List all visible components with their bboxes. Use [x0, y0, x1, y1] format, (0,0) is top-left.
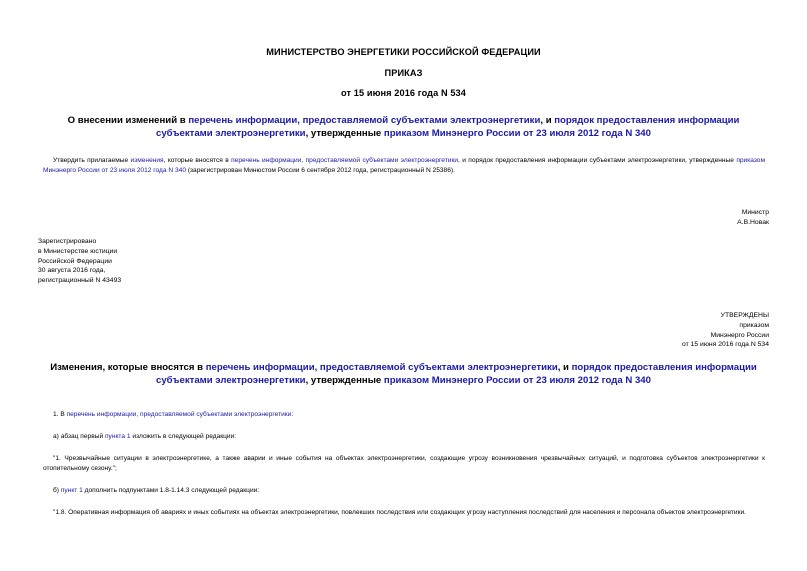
title-link-list[interactable]: перечень информации, предоставляемой субъектами электроэнергетики	[188, 115, 541, 126]
intro-paragraph: Утвердить прилагаемые изменения, которые вносятся в перечень информации, предоставляемой субъектами электроэнергетики, и порядок предоставления информации субъектами электроэнергетики, утвержденные приказом Минэнерго России от 23 июля 2012 года N 340 (зарегистрирован Минюстом России 6 сентября 2012 года, регистрационный N 25386).	[43, 157, 766, 174]
item-b-link-point-1[interactable]: пункт 1	[60, 487, 83, 494]
order-title: О внесении изменений в перечень информации, предоставляемой субъектами электроэнергетики, и порядок предоставления информации субъектами электроэнергетики, утвержденные приказом Минэнерго России от 23 июля 2012 года N 340	[67, 115, 740, 139]
title-link-order-340[interactable]: приказом Минэнерго России от 23 июля 2012 года N 340	[383, 127, 651, 139]
ministry-heading: МИНИСТЕРСТВО ЭНЕРГЕТИКИ РОССИЙСКОЙ ФЕДЕРАЦИИ	[266, 47, 541, 57]
quote-point-1: "1. Чрезвычайные ситуации в электроэнергетике, а также аварии и иные события на объектах электроэнергетики, создающие угрозу возникновения чрезвычайных ситуаций, и подготовка субъектов электроэнергетики к отопительному сезону.";	[43, 455, 765, 472]
item-1: 1. В перечень информации, предоставляемой субъектами электроэнергетики:	[53, 411, 294, 418]
signature-name: А.В.Новак	[737, 218, 769, 226]
registration-block: Зарегистрировано в Министерстве юстиции Российской Федерации 30 августа 2016 года, регистрационный N 43493	[38, 238, 122, 285]
intro-link-order-340[interactable]: приказом Минэнерго России от 23 июля 2012 года N 340	[43, 157, 766, 174]
order-date-number: от 15 июня 2016 года N 534	[341, 88, 466, 98]
approved-block: УТВЕРЖДЕНЫ приказом Минэнерго России от 15 июня 2016 года N 534	[681, 312, 769, 349]
intro-link-list[interactable]: перечень информации, предоставляемой субъектами электроэнергетики	[231, 157, 459, 164]
item-a-link-point-1[interactable]: пункта 1	[104, 433, 131, 440]
signature-position: Министр	[741, 209, 769, 216]
changes-link-procedure[interactable]: порядок предоставления информации субъектами электроэнергетики	[156, 362, 757, 386]
changes-link-order-340[interactable]: приказом Минэнерго России от 23 июля 2012 года N 340	[383, 374, 651, 386]
intro-link-changes[interactable]: изменения	[130, 157, 164, 164]
signature-block	[569, 208, 769, 228]
item-b: б) пункт 1 дополнить подпунктами 1.8-1.14.3 следующей редакции:	[53, 487, 260, 494]
doc-type-heading: ПРИКАЗ	[384, 68, 423, 78]
quote-point-1-8: "1.8. Оперативная информация об авариях и иных событиях на объектах электроэнергетики, повлекших последствия или создающих угрозу наступления последствий для населения и персонала объектов электроэнергетики.	[53, 509, 747, 516]
item-a: а) абзац первый пункта 1 изложить в следующей редакции:	[53, 433, 237, 440]
item-1-link-list[interactable]: перечень информации, предоставляемой субъектами электроэнергетики	[66, 411, 292, 418]
changes-link-list[interactable]: перечень информации, предоставляемой субъектами электроэнергетики	[205, 362, 558, 373]
changes-title: Изменения, которые вносятся в перечень информации, предоставляемой субъектами электроэнергетики, и порядок предоставления информации субъектами электроэнергетики, утвержденные приказом Минэнерго России от 23 июля 2012 года N 340	[50, 362, 757, 386]
title-link-procedure[interactable]: порядок предоставления информации субъектами электроэнергетики	[156, 115, 740, 139]
